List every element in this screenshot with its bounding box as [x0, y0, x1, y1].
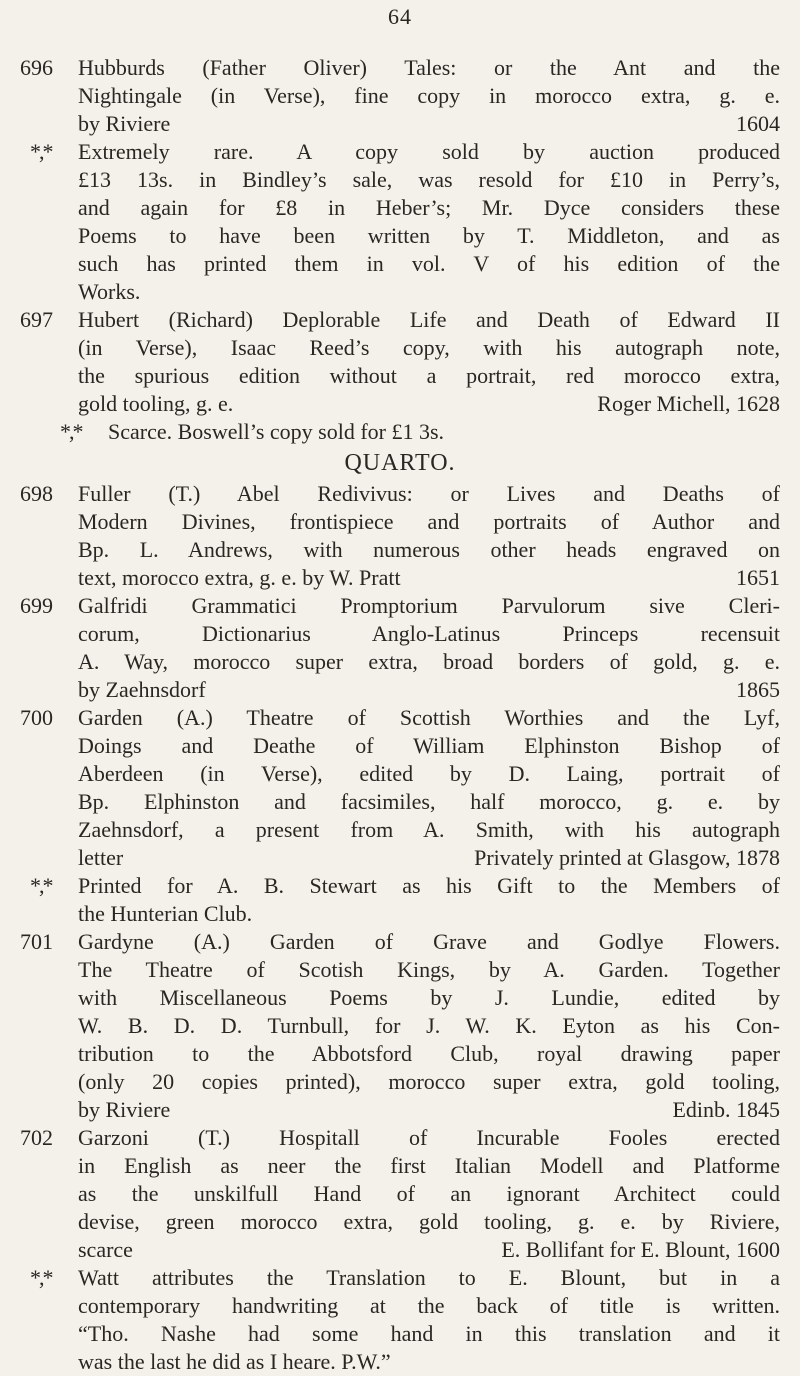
- entry-line: Modern Divines, frontispiece and portraits of Author and: [78, 509, 780, 534]
- entry-line: Bp. Elphinston and facsimiles, half morocco, g. e. by: [78, 789, 780, 814]
- entry-date: 1651: [736, 565, 780, 590]
- note-line: £13 13s. in Bindley’s sale, was resold for £10 in Perry’s,: [78, 167, 780, 192]
- note-line: Extremely rare. A copy sold by auction produced: [78, 139, 780, 164]
- section-heading: QUARTO.: [344, 450, 456, 476]
- note-line: contemporary handwriting at the back of title is written.: [78, 1293, 780, 1318]
- entry-line: devise, green morocco extra, gold tooling, g. e. by Riviere,: [78, 1209, 780, 1234]
- catalogue-content: [20, 54, 780, 1376]
- note-line: such has printed them in vol. V of his edition of the: [78, 251, 780, 276]
- entry-note-702: [20, 1264, 780, 1376]
- entry-line: in English as neer the first Italian Modell and Platforme: [78, 1153, 780, 1178]
- entry-line: The Theatre of Scotish Kings, by A. Garden. Together: [78, 957, 780, 982]
- note-line: Scarce. Boswell’s copy sold for £1 3s.: [108, 419, 445, 444]
- entry-number: 696: [20, 55, 53, 80]
- entry-binder: by Riviere: [78, 1097, 171, 1122]
- entry-line: Bp. L. Andrews, with numerous other heads engraved on: [78, 537, 780, 562]
- entry-line: Garden (A.) Theatre of Scottish Worthies and the Lyf,: [78, 705, 780, 730]
- page-number: 64: [388, 4, 412, 29]
- entry-line: tribution to the Abbotsford Club, royal drawing paper: [78, 1041, 780, 1066]
- entry-line: Gardyne (A.) Garden of Grave and Godlye Flowers.: [78, 929, 780, 954]
- note-line: Printed for A. B. Stewart as his Gift to the Members of: [78, 873, 780, 898]
- note-line: was the last he did as I heare. P.W.”: [78, 1349, 391, 1374]
- note-marker: *,*: [30, 873, 52, 898]
- entry-imprint-line: [78, 1236, 780, 1264]
- entry-line: (in Verse), Isaac Reed’s copy, with his autograph note,: [78, 335, 780, 360]
- note-line: the Hunterian Club.: [78, 901, 253, 926]
- entry-line: with Miscellaneous Poems by J. Lundie, edited by: [78, 985, 780, 1010]
- entry-imprint: E. Bollifant for E. Blount, 1600: [501, 1237, 780, 1262]
- entry-line: corum, Dictionarius Anglo-Latinus Princeps recensuit: [78, 621, 780, 646]
- entry-imprint-line: [78, 564, 780, 592]
- entry-line: Zaehnsdorf, a present from A. Smith, with his autograph: [78, 817, 780, 842]
- note-line: Watt attributes the Translation to E. Blount, but in a: [78, 1265, 780, 1290]
- entry-imprint: Edinb. 1845: [672, 1097, 780, 1122]
- catalogue-entry-697: [20, 306, 780, 418]
- note-marker: *,*: [30, 139, 52, 164]
- entry-binding: text, morocco extra, g. e. by W. Pratt: [78, 565, 401, 590]
- entry-number: 700: [20, 705, 53, 730]
- note-line: Poems to have been written by T. Middleton, and as: [78, 223, 780, 248]
- entry-number: 702: [20, 1125, 53, 1150]
- entry-number: 701: [20, 929, 53, 954]
- entry-line: Aberdeen (in Verse), edited by D. Laing, portrait of: [78, 761, 780, 786]
- entry-line: Fuller (T.) Abel Redivivus: or Lives and Deaths of: [78, 481, 780, 506]
- entry-imprint-line: [78, 390, 780, 418]
- catalogue-entry-698: [20, 480, 780, 592]
- entry-number: 697: [20, 307, 53, 332]
- entry-imprint-line: [78, 110, 780, 138]
- entry-line: Garzoni (T.) Hospitall of Incurable Fooles erected: [78, 1125, 780, 1150]
- entry-imprint-line: [78, 676, 780, 704]
- entry-line: as the unskilfull Hand of an ignorant Architect could: [78, 1181, 780, 1206]
- catalogue-entry-702: [20, 1124, 780, 1264]
- entry-binder: by Riviere: [78, 111, 171, 136]
- entry-line: W. B. D. D. Turnbull, for J. W. K. Eyton as his Con-: [78, 1013, 780, 1038]
- catalogue-entry-700: [20, 704, 780, 872]
- entry-line: Nightingale (in Verse), fine copy in morocco extra, g. e.: [78, 83, 780, 108]
- note-line: Works.: [78, 279, 141, 304]
- entry-binding: gold tooling, g. e.: [78, 391, 234, 416]
- entry-note-700: [20, 872, 780, 928]
- entry-binder: by Zaehnsdorf: [78, 677, 206, 702]
- entry-binding: letter: [78, 845, 124, 870]
- entry-imprint: Privately printed at Glasgow, 1878: [474, 845, 780, 870]
- entry-number: 699: [20, 593, 53, 618]
- entry-date: 1604: [736, 111, 780, 136]
- catalogue-entry-701: [20, 928, 780, 1124]
- entry-note-696: [20, 138, 780, 306]
- entry-number: 698: [20, 481, 53, 506]
- entry-line: Doings and Deathe of William Elphinston Bishop of: [78, 733, 780, 758]
- catalogue-entry-699: [20, 592, 780, 704]
- entry-note-697: [20, 418, 780, 446]
- note-marker: *,*: [30, 1265, 52, 1290]
- entry-line: Hubburds (Father Oliver) Tales: or the Ant and the: [78, 55, 780, 80]
- entry-binding: scarce: [78, 1237, 133, 1262]
- note-marker: *,*: [60, 419, 82, 444]
- entry-imprint-line: [78, 844, 780, 872]
- entry-line: the spurious edition without a portrait, red morocco extra,: [78, 363, 780, 388]
- note-line: and again for £8 in Heber’s; Mr. Dyce considers these: [78, 195, 780, 220]
- entry-line: A. Way, morocco super extra, broad borders of gold, g. e.: [78, 649, 780, 674]
- entry-imprint: Roger Michell, 1628: [597, 391, 780, 416]
- entry-line: Hubert (Richard) Deplorable Life and Death of Edward II: [78, 307, 780, 332]
- entry-imprint-line: [78, 1096, 780, 1124]
- entry-line: (only 20 copies printed), morocco super extra, gold tooling,: [78, 1069, 780, 1094]
- catalogue-entry-696: [20, 54, 780, 138]
- entry-line: Galfridi Grammatici Promptorium Parvulorum sive Cleri-: [78, 593, 780, 618]
- note-line: “Tho. Nashe had some hand in this translation and it: [78, 1321, 780, 1346]
- entry-date: 1865: [736, 677, 780, 702]
